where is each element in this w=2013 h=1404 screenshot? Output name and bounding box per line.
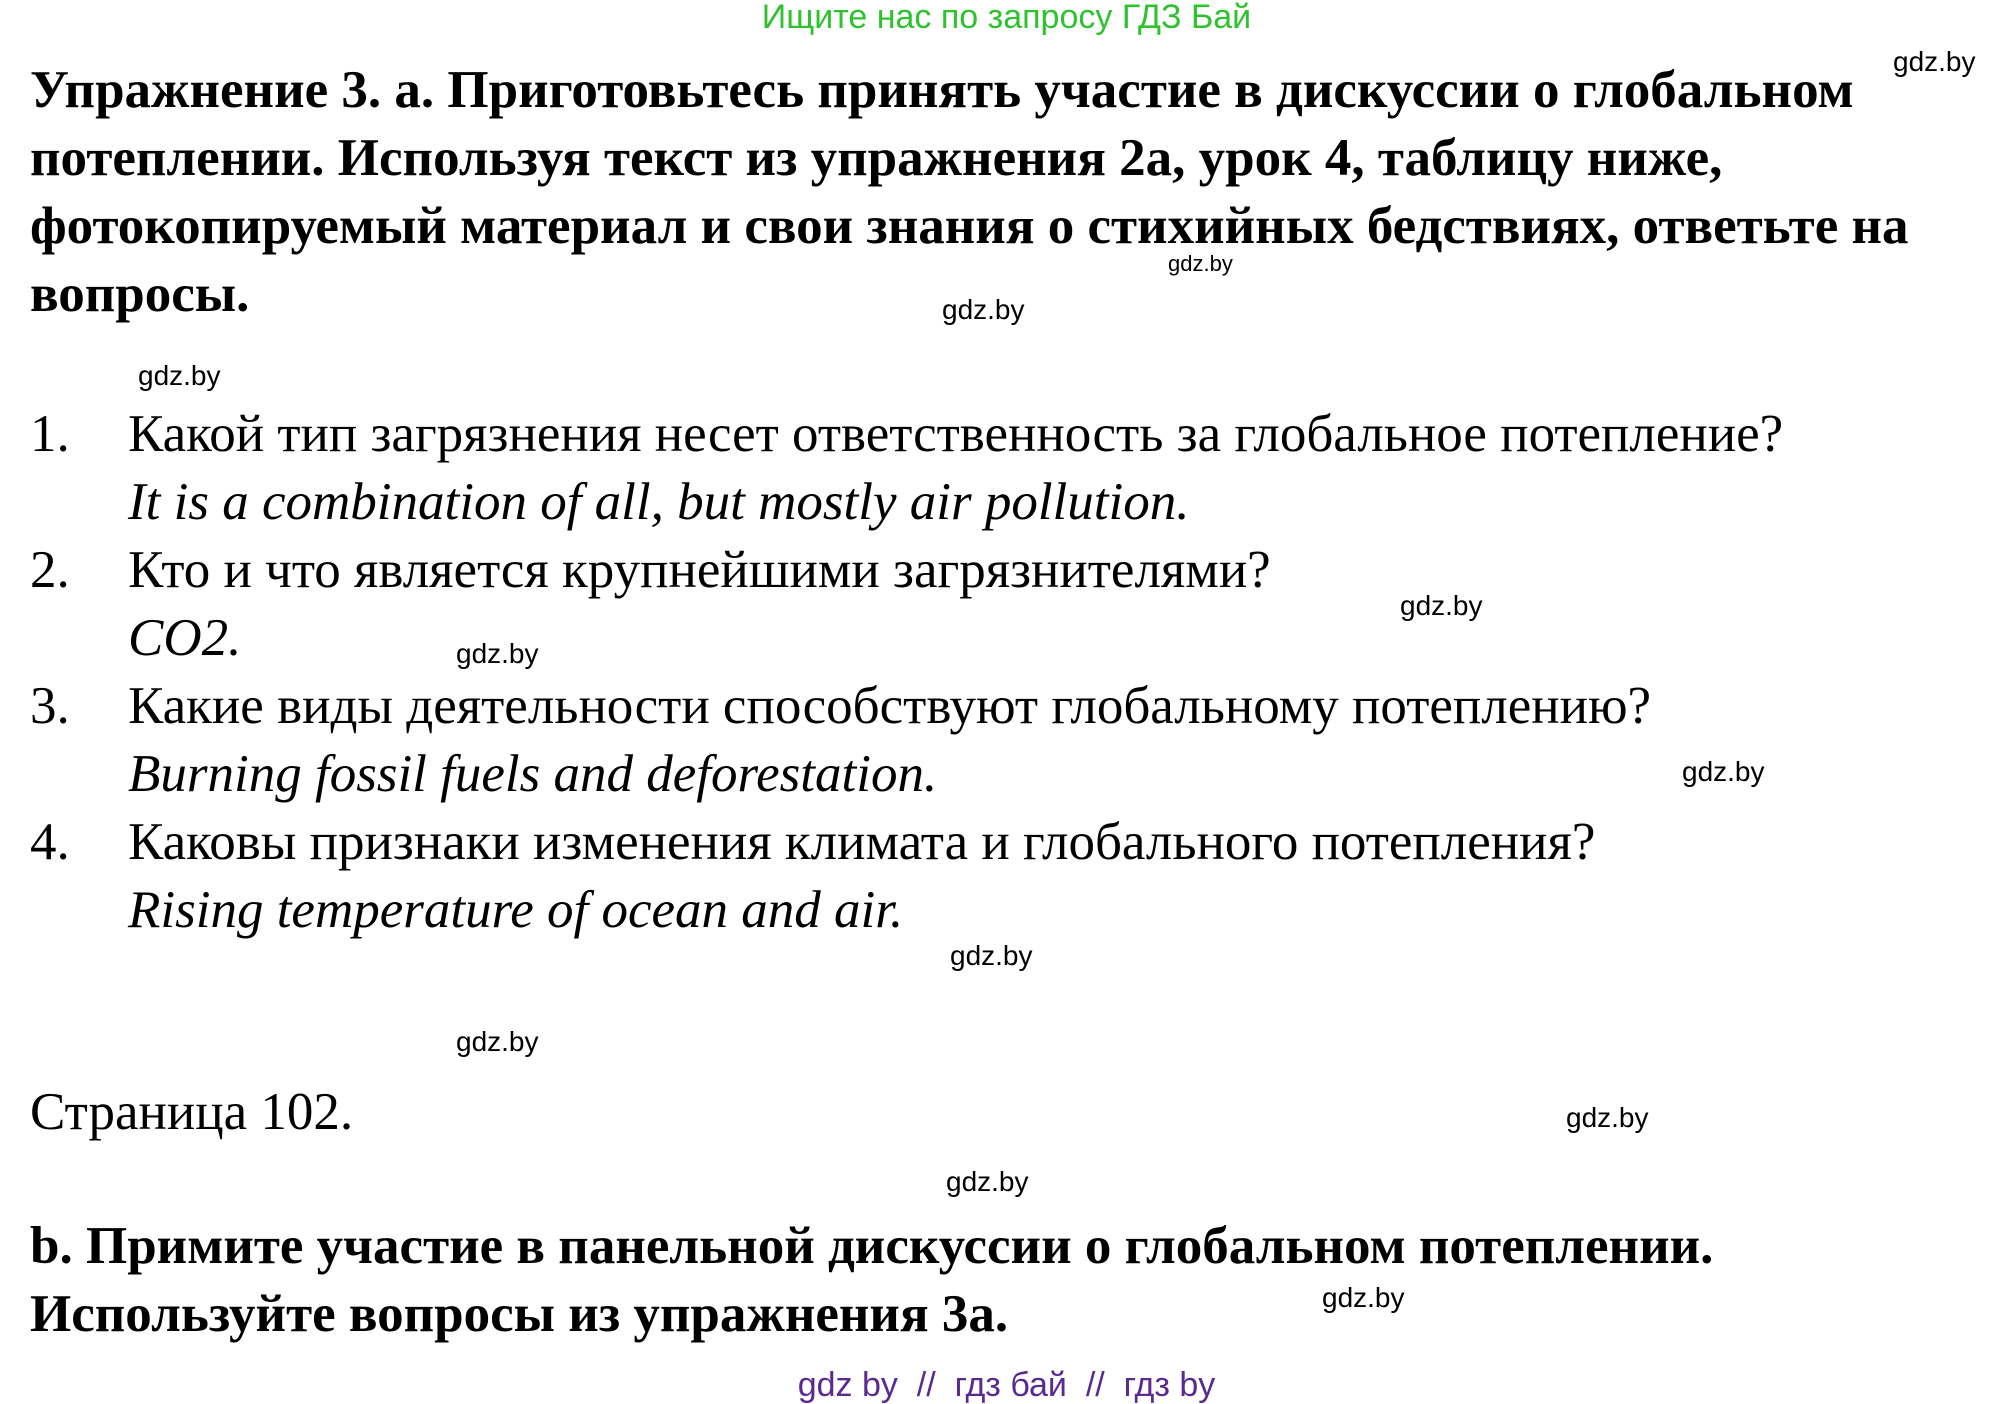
watermark: gdz.by [1682,756,1765,787]
question-text: Какой тип загрязнения несет ответственность за глобальное потепление? [128,405,1784,463]
watermark: gdz.by [138,360,221,391]
watermark: gdz.by [1893,46,1976,77]
answer-text: CO2. [128,609,242,667]
exercise-part-b: b. Примите участие в панельной дискуссии о глобальном потеплении. Используйте вопросы из упражнения 3a. [30,1217,1714,1343]
question-number: 2. [30,541,70,599]
question-text: Кто и что является крупнейшими загрязнителями? [128,541,1271,599]
watermark: gdz.by [456,1026,539,1057]
watermark: gdz.by [950,940,1033,971]
page-number-label: Страница 102. [30,1083,354,1141]
answer-text: Burning fossil fuels and deforestation. [128,745,938,803]
footer-links[interactable]: gdz by // гдз бай // гдз by [797,1366,1216,1404]
watermark: gdz.by [1168,251,1233,276]
answer-text: It is a combination of all, but mostly air pollution. [128,473,1190,531]
question-item [30,400,1990,536]
answer-text: Rising temperature of ocean and air. [128,881,904,939]
question-number: 3. [30,677,70,735]
question-item [30,672,1990,808]
watermark: gdz.by [1322,1282,1405,1313]
watermark: gdz.by [456,638,539,669]
question-text: Какие виды деятельности способствуют глобальному потеплению? [128,677,1652,735]
watermark: gdz.by [1400,590,1483,621]
question-item [30,808,1990,944]
top-search-banner: Ищите нас по запросу ГДЗ Бай [761,0,1252,36]
question-item [30,536,1990,672]
question-number: 1. [30,405,70,463]
watermark: gdz.by [942,294,1025,325]
question-number: 4. [30,813,70,871]
watermark: gdz.by [946,1166,1029,1197]
watermark: gdz.by [1566,1102,1649,1133]
exercise-heading: Упражнение 3. a. Приготовьтесь принять участие в дискуссии о глобальном потеплении. Используя текст из упражнения 2a, урок 4, таблицу ниже, фотокопируемый материал и свои знания о стихийных бедствиях, ответьте на вопросы. [30,61,1909,323]
question-text: Каковы признаки изменения климата и глобального потепления? [128,813,1596,871]
